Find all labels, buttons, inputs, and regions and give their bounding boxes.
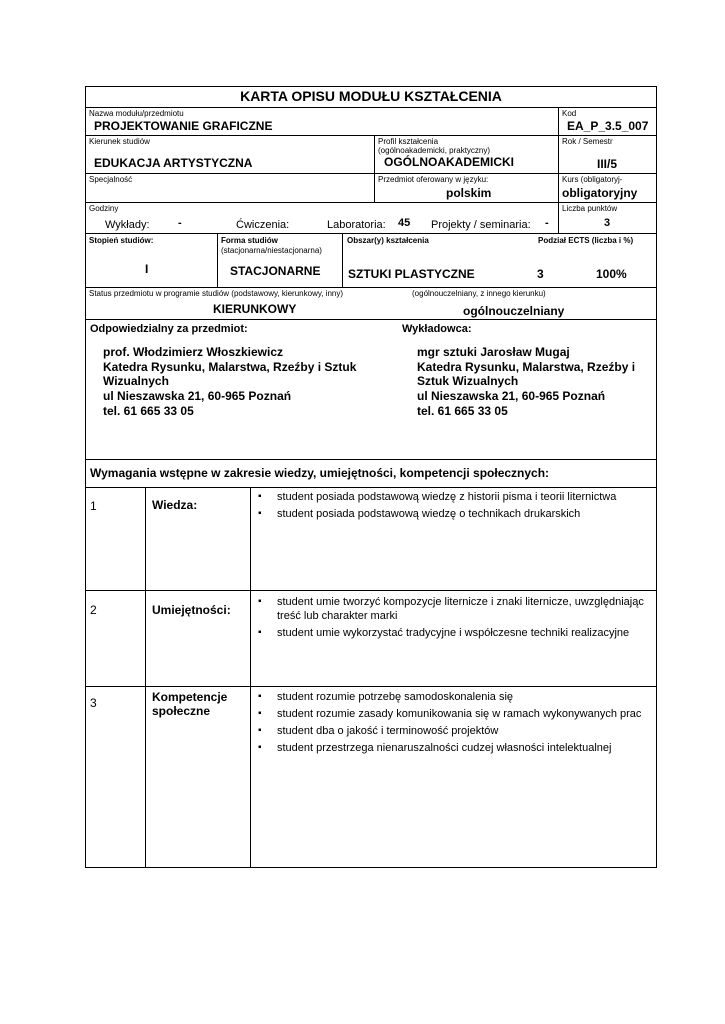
list-item: ▪ student rozumie zasady komunikowania się w ramach wykonywanych prac (255, 707, 655, 721)
profile-value: OGÓLNOAKADEMICKI (384, 155, 514, 169)
level-label: Stopień studiów: (89, 236, 154, 245)
course-label: Kurs (obligatoryj- (562, 175, 623, 184)
lecturer-label: Wykładowca: (402, 323, 472, 335)
profile-label: Profil kształcenia (378, 137, 439, 146)
list-item: ▪ student posiada podstawową wiedzę z historii pisma i teorii liternictwa (255, 490, 655, 504)
requirements-heading: Wymagania wstępne w zakresie wiedzy, umiejętności, kompetencji społecznych: (90, 466, 550, 480)
lecturer-phone: tel. 61 665 33 05 (417, 404, 508, 418)
hours-label: Godziny (89, 204, 119, 213)
points-label: Liczba punktów (562, 204, 618, 213)
requirement-number: 1 (90, 499, 97, 513)
responsible-address: ul Nieszawska 21, 60-965 Poznań (103, 389, 292, 403)
projects-value: - (545, 217, 549, 229)
requirement-category: Umiejętności: (152, 603, 231, 617)
lecturer-address: ul Nieszawska 21, 60-965 Poznań (417, 389, 606, 403)
module-value: PROJEKTOWANIE GRAFICZNE (94, 119, 273, 133)
card-title: KARTA OPISU MODUŁU KSZTAŁCENIA (240, 88, 502, 104)
list-item: ▪ student dba o jakość i terminowość projektów (255, 724, 655, 738)
responsible-phone: tel. 61 665 33 05 (103, 404, 194, 418)
specialty-label: Specjalność (89, 175, 133, 184)
lab-value: 45 (398, 217, 411, 229)
requirement-category: Kompetencje społeczne (152, 690, 228, 718)
field-value: EDUKACJA ARTYSTYCZNA (94, 156, 253, 170)
requirement-category: Wiedza: (152, 498, 198, 512)
course-value: obligatoryjny (562, 186, 638, 200)
requirement-list (255, 490, 655, 524)
list-item: ▪ student przestrzega nienaruszalności cudzej własności intelektualnej (255, 741, 655, 755)
exercises-label: Ćwiczenia: (236, 219, 290, 231)
ects-split-value: 100% (596, 267, 627, 281)
responsible-dept: Katedra Rysunku, Malarstwa, Rzeźby i Sztuk Wizualnych (103, 360, 357, 388)
list-item: ▪ student posiada podstawową wiedzę o technikach drukarskich (255, 507, 655, 521)
lecturer-name: mgr sztuki Jarosław Mugaj (417, 345, 570, 359)
lectures-value: - (178, 217, 182, 229)
list-item: ▪ student umie wykorzystać tradycyjne i współczesne techniki realizacyjne (255, 626, 655, 640)
responsible-name: prof. Włodzimierz Włoszkiewicz (103, 345, 284, 359)
points-value: 3 (603, 217, 611, 229)
requirement-number: 2 (90, 603, 97, 617)
status-value: KIERUNKOWY (213, 302, 297, 316)
year-label: Rok / Semestr (562, 137, 613, 146)
responsible-label: Odpowiedzialny za przedmiot: (90, 323, 248, 335)
ects-split-label: Podział ECTS (liczba i %) (538, 236, 634, 245)
level-value: I (145, 262, 149, 276)
projects-label: Projekty / seminaria: (431, 219, 531, 231)
lab-label: Laboratoria: (327, 219, 386, 231)
language-label: Przedmiot oferowany w języku: (378, 175, 489, 184)
list-item: ▪ student rozumie potrzebę samodoskonalenia się (255, 690, 655, 704)
area-label: Obszar(y) kształcenia (347, 236, 429, 245)
code-value: EA_P_3.5_007 (567, 119, 649, 133)
form-value: STACJONARNE (230, 264, 321, 278)
requirement-list (255, 690, 655, 758)
area-value: SZTUKI PLASTYCZNE (348, 267, 475, 281)
lecturer-dept: Katedra Rysunku, Malarstwa, Rzeźby i Sztuk Wizualnych (417, 360, 636, 388)
status-value-2: ogólnouczelniany (463, 304, 565, 318)
profile-sublabel: (ogólnoakademicki, praktyczny) (378, 146, 491, 155)
module-label: Nazwa modułu/przedmiotu (89, 109, 184, 118)
requirement-number: 3 (90, 696, 97, 710)
lectures-label: Wykłady: (105, 219, 150, 231)
status-label-2: (ogólnouczelniany, z innego kierunku) (412, 289, 546, 298)
form-sublabel: (stacjonarna/niestacjonarna) (221, 246, 322, 255)
code-label: Kod (562, 109, 577, 118)
language-value: polskim (446, 186, 492, 200)
list-item: ▪ student umie tworzyć kompozycje liternicze i znaki liternicze, uwzględniając treść lub charakter marki (255, 595, 655, 623)
requirement-list (255, 595, 655, 643)
field-label: Kierunek studiów (89, 137, 150, 146)
status-label: Status przedmiotu w programie studiów (podstawowy, kierunkowy, inny) (89, 289, 344, 298)
area-ects: 3 (537, 267, 544, 281)
year-value: III/5 (596, 157, 617, 171)
form-label: Forma studiów (221, 236, 278, 245)
